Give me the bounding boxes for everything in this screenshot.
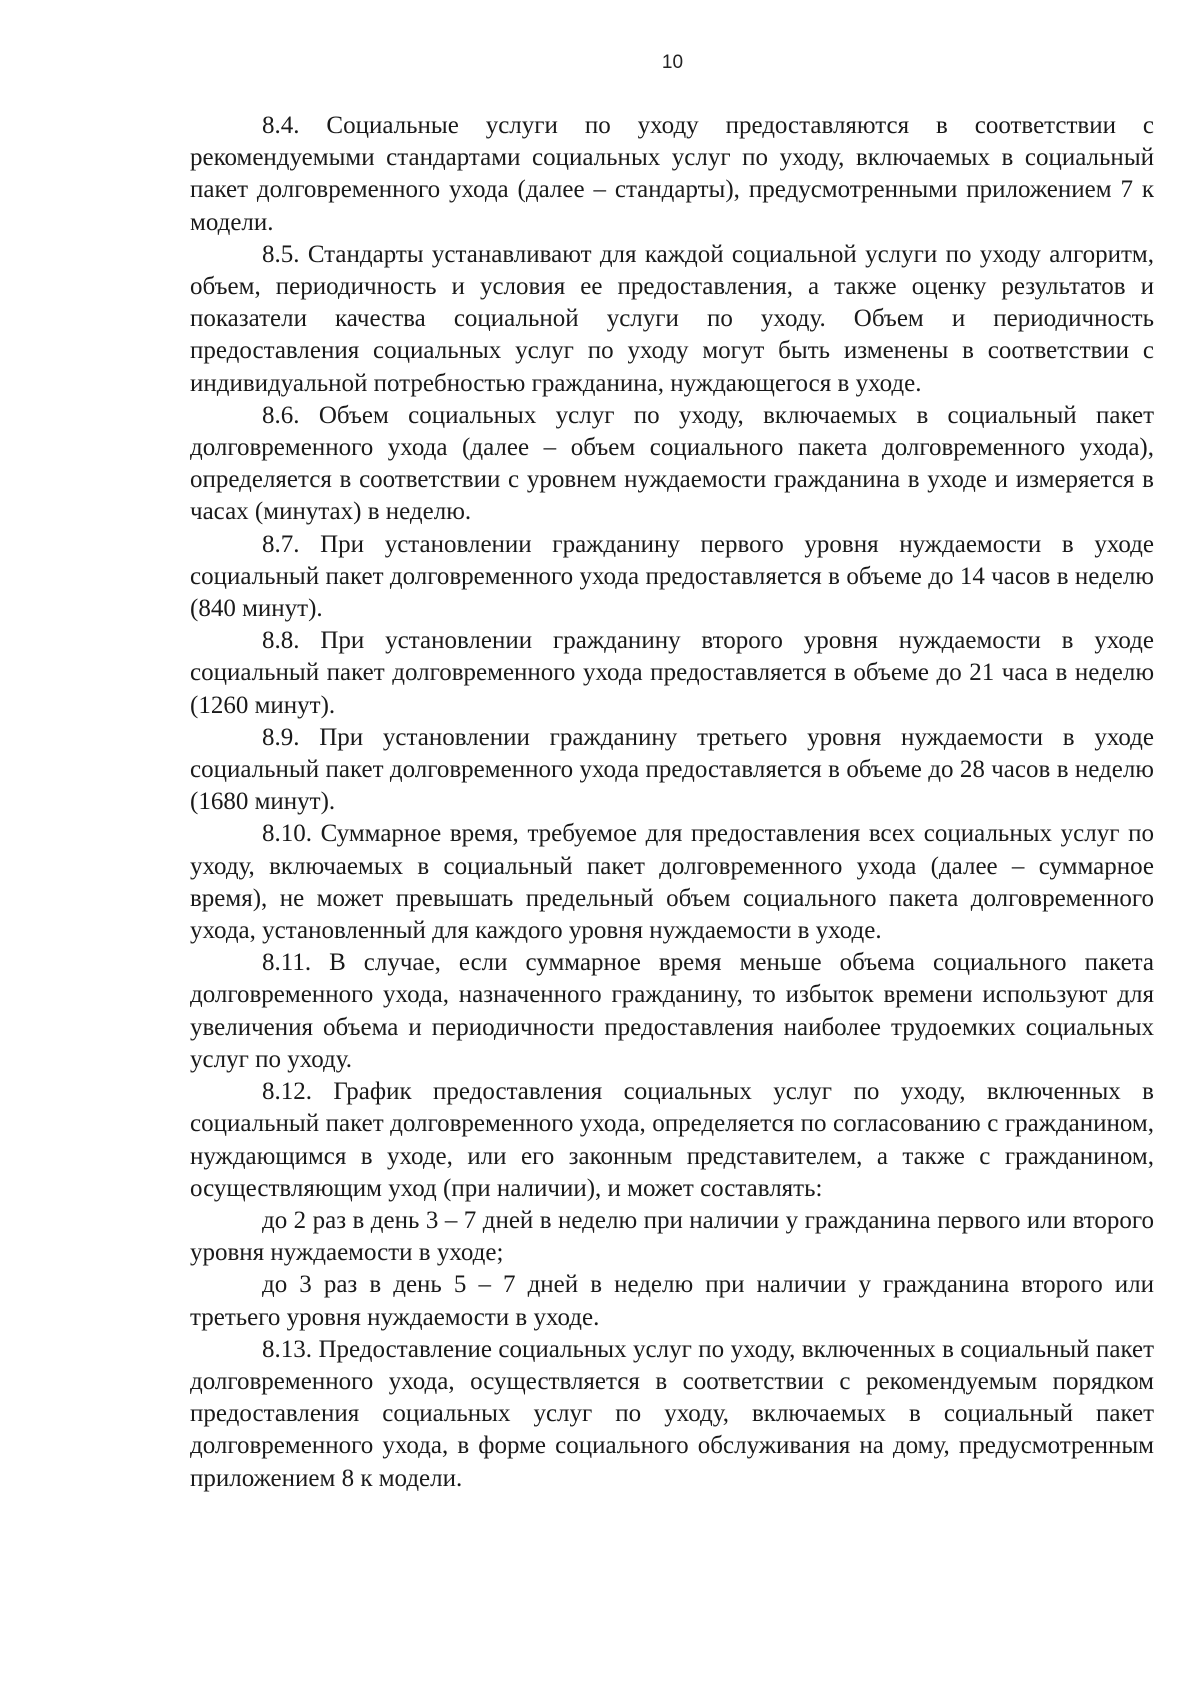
paragraph-schedule-option-1: до 2 раз в день 3 – 7 дней в неделю при наличии у гражданина первого или второго уровня нуждаемости в уходе; (190, 1206, 1154, 1267)
paragraph-8-13: 8.13. Предоставление социальных услуг по уходу, включенных в социальный пакет долговременного ухода, осуществляется в соответствии с рекомендуемым порядком предоставления социальных услуг по уходу, включаемых в социальный пакет долговременного ухода, в форме социального обслуживания на дому, предусмотренным приложением 8 к модели. (190, 1335, 1154, 1492)
paragraph-8-12: 8.12. График предоставления социальных услуг по уходу, включенных в социальный пакет долговременного ухода, определяется по согласованию с гражданином, нуждающимся в уходе, или его законным представителем, а также с гражданином, осуществляющим уход (при наличии), и может составлять: (190, 1078, 1154, 1202)
page-number: 10 (661, 52, 684, 73)
paragraph-8-7: 8.7. При установлении гражданину первого уровня нуждаемости в уходе социальный пакет долговременного ухода предоставляется в объеме до 14 часов в неделю (840 минут). (190, 530, 1154, 623)
paragraph-schedule-option-2: до 3 раз в день 5 – 7 дней в неделю при наличии у гражданина второго или третьего уровня нуждаемости в уходе. (190, 1271, 1154, 1331)
document-body (190, 110, 1154, 1495)
paragraph-8-10: 8.10. Суммарное время, требуемое для предоставления всех социальных услуг по уходу, включаемых в социальный пакет долговременного ухода (далее – суммарное время), не может превышать предельный объем социального пакета долговременного ухода, установленный для каждого уровня нуждаемости в уходе. (190, 820, 1154, 945)
paragraph-8-5: 8.5. Стандарты устанавливают для каждой социальной услуги по уходу алгоритм, объем, периодичность и условия ее предоставления, а также оценку результатов и показатели качества социальной услуги по уходу. Объем и периодичность предоставления социальных услуг по уходу могут быть изменены в соответствии с индивидуальной потребностью гражданина, нуждающегося в уходе. (190, 240, 1154, 397)
paragraph-8-6: 8.6. Объем социальных услуг по уходу, включаемых в социальный пакет долговременного ухода (далее – объем социального пакета долговременного ухода), определяется в соответствии с уровнем нуждаемости гражданина в уходе и измеряется в часах (минутах) в неделю. (190, 401, 1154, 526)
paragraph-8-11: 8.11. В случае, если суммарное время меньше объема социального пакета долговременного ухода, назначенного гражданину, то избыток времени используют для увеличения объема и периодичности предоставления наиболее трудоемких социальных услуг по уходу. (190, 949, 1154, 1073)
paragraph-8-9: 8.9. При установлении гражданину третьего уровня нуждаемости в уходе социальный пакет долговременного ухода предоставляется в объеме до 28 часов в неделю (1680 минут). (190, 723, 1154, 816)
paragraph-8-8: 8.8. При установлении гражданину второго уровня нуждаемости в уходе социальный пакет долговременного ухода предоставляется в объеме до 21 часа в неделю (1260 минут). (190, 627, 1154, 719)
paragraph-8-4: 8.4. Социальные услуги по уходу предоставляются в соответствии с рекомендуемыми стандартами социальных услуг по уходу, включаемых в социальный пакет долговременного ухода (далее – стандарты), предусмотренными приложением 7 к модели. (190, 112, 1154, 236)
